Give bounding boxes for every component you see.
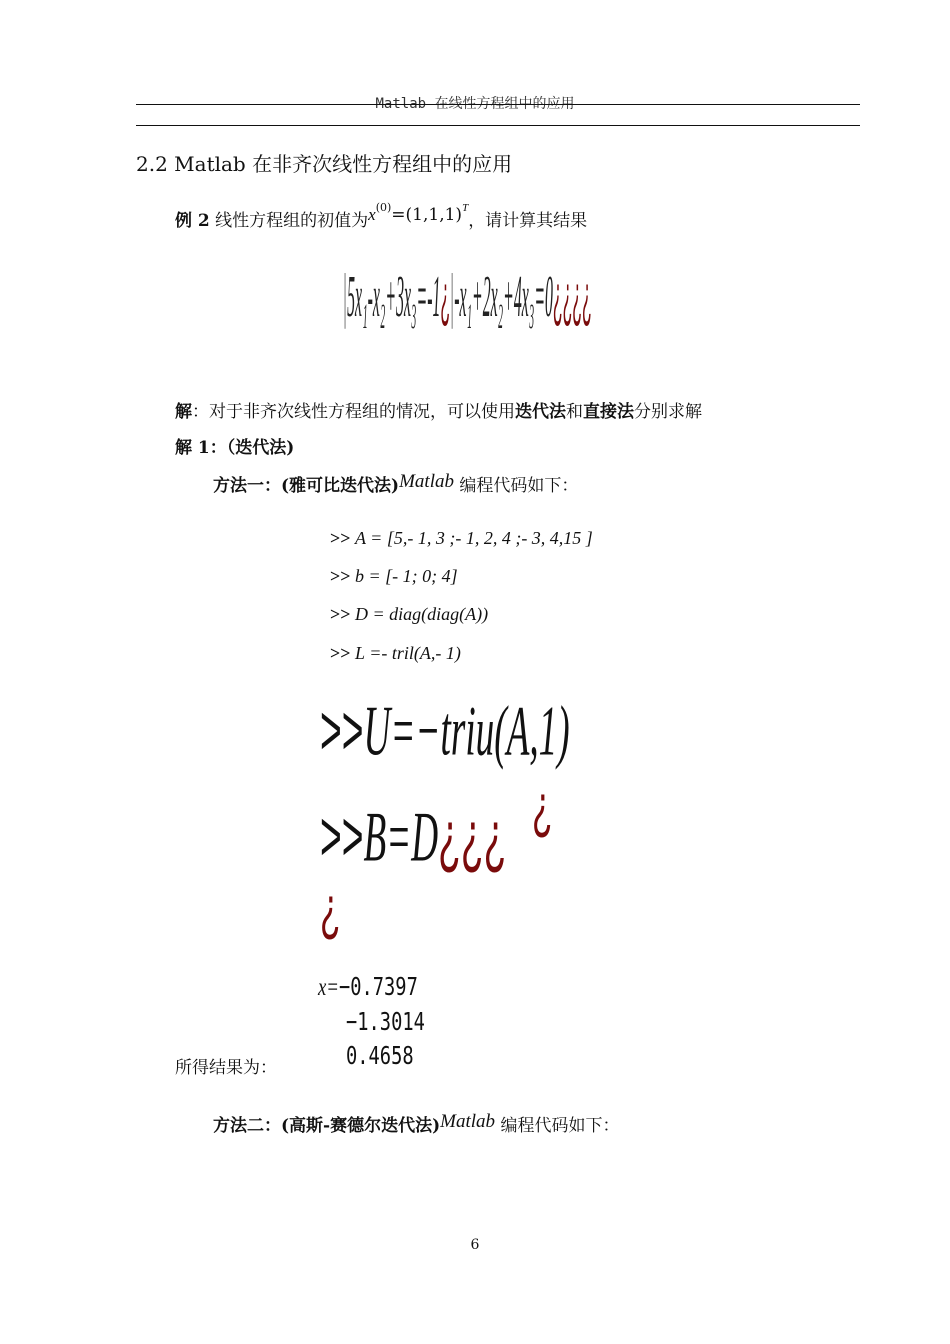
code-line-4 [330,643,461,664]
system-equation [343,262,592,362]
method2-matlab: Matlab [440,1111,496,1132]
system-marker2: ¿¿¿¿ [552,263,592,330]
iter-method: 迭代法 [515,402,566,422]
result-vector [318,972,446,1001]
result-value-2: −1.3014 [346,1007,425,1037]
code-line-1 [330,528,593,549]
method2-line [213,1111,619,1137]
solution-and: 和 [566,402,583,422]
code-prompt: >> [320,797,364,877]
system-eq2: -x₁+2x₂+4x₃=0 [454,263,553,330]
direct-method: 直接法 [583,402,634,422]
solution1-label: 解 1：（迭代法) [175,438,295,458]
code-text: U=−triu(A,1) [363,692,570,771]
code-line-6 [320,796,631,877]
method1-matlab: Matlab [399,471,454,492]
header-rule-top [136,104,860,105]
code-text: B=D [363,798,439,877]
initial-sup: (0) [375,201,392,215]
code-prompt: >> [330,528,351,548]
code-line5-marker: ¿ [532,771,553,841]
result-label: 所得结果为： [175,1058,277,1078]
initial-transpose: T [462,202,469,215]
solution-text-a: ：对于非齐次线性方程组的情况，可以使用 [192,402,515,422]
running-header: Matlab 在线性方程组中的应用 [375,96,575,112]
code-prompt: >> [320,691,364,771]
result-value-3: 0.4658 [346,1041,414,1071]
system-bar-mid: | [450,263,455,330]
example-after: ，请计算其结果 [468,211,588,231]
code-text: D = diag(diag(A)) [355,604,489,624]
method2-label: 方法二：(高斯-赛德尔迭代法) [213,1116,441,1136]
code-prompt: >> [330,643,351,663]
method2-text: 编程代码如下： [495,1116,620,1136]
method1-line [213,471,578,497]
page-number: 6 [470,1237,480,1253]
code-line-5 [320,690,736,771]
system-marker1: ¿ [440,263,451,330]
result-value-1: −0.7397 [338,972,418,1002]
initial-x: x [368,205,376,224]
example-line [175,201,588,231]
example-text: 线性方程组的初值为 [215,211,369,231]
header-rule-bottom [136,125,860,126]
initial-vector: =(1,1,1) [391,205,463,225]
code-line6-marker: ¿¿¿ [438,797,507,877]
method1-label: 方法一：(雅可比迭代法) [213,476,400,496]
code-text: b = [- 1; 0; 4] [355,566,458,586]
system-bar-left: | [343,263,348,330]
code-text: A = [5,- 1, 3 ;- 1, 2, 4 ;- 3, 4,15 ] [355,528,593,548]
result-row-2 [346,1007,447,1035]
code-line-2 [330,566,458,587]
solution-text-b: 分别求解 [634,402,702,422]
result-x-label: x= [318,974,339,1002]
solution-line [175,397,702,422]
code-line-7-marker: ¿ [320,873,341,943]
code-prompt: >> [330,566,351,586]
code-text: L =- tril(A,- 1) [355,643,461,663]
result-row-3 [346,1041,433,1069]
system-eq1: 5x₁-x₂+3x₃=-1 [347,263,441,330]
section-title: 2.2 Matlab 在非齐次线性方程组中的应用 [136,152,513,176]
example-label: 例 2 [175,211,210,231]
method1-text: 编程代码如下： [453,476,579,496]
solution-label: 解 [175,402,192,422]
code-line-3 [330,604,488,625]
code-prompt: >> [330,604,351,624]
